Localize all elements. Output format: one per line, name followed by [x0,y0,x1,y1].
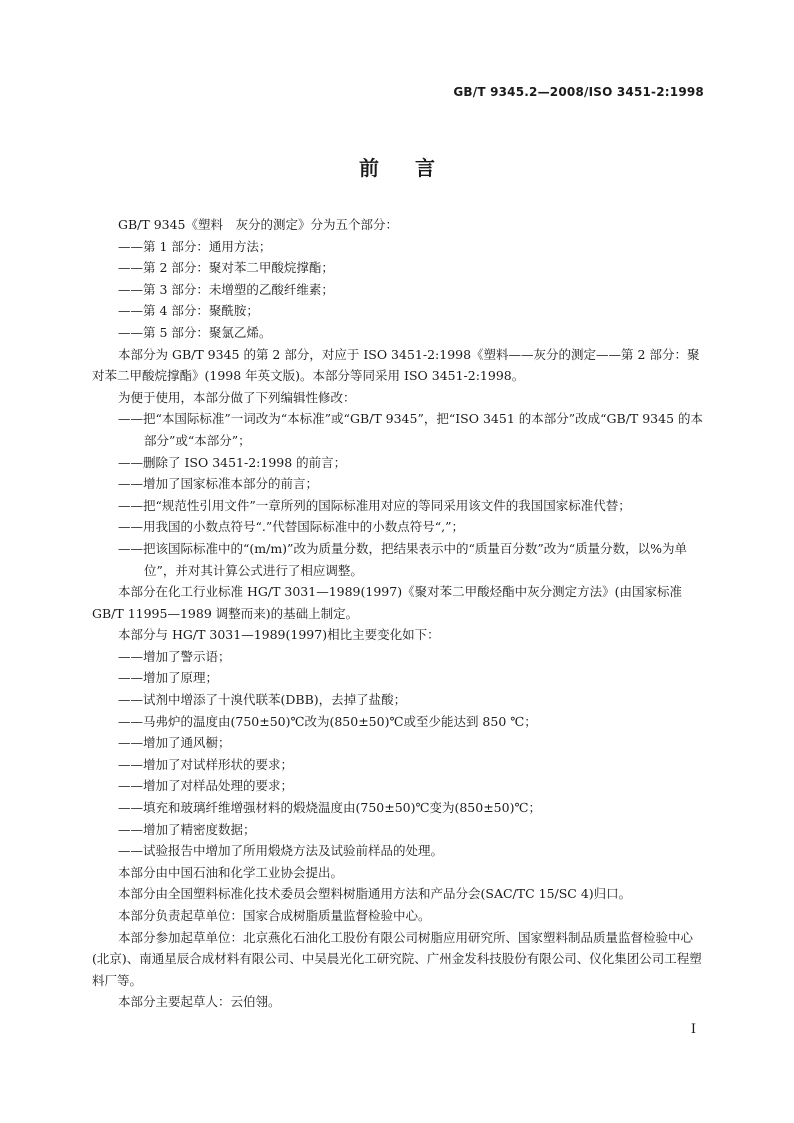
paragraph: 本部分由中国石油和化学工业协会提出。 [118,864,344,880]
list-item: ——删除了 ISO 3451-2:1998 的前言； [118,454,347,470]
list-item: ——第 5 部分：聚氯乙烯。 [118,324,272,340]
standard-code: GB/T 9345.2—2008/ISO 3451-2:1998 [453,85,704,99]
list-item: ——第 1 部分：通用方法； [118,238,272,254]
paragraph: GB/T 9345《塑料 灰分的测定》分为五个部分： [118,217,399,232]
list-item: ——把“本国际标准”一词改为“本标准”或“GB/T 9345”，把“ISO 3451 的本部分”改成“GB/T 9345 的本部分”或“本部分”； [118,411,704,448]
paragraph: 本部分由全国塑料标准化技术委员会塑料树脂通用方法和产品分会(SAC/TC 15/SC 4)归口。 [118,886,632,902]
list-item: ——试验报告中增加了所用煅烧方法及试验前样品的处理。 [118,843,444,859]
list-item: ——第 4 部分：聚酰胺； [118,303,259,319]
paragraph: 本部分参加起草单位：北京燕化石油化工股份有限公司树脂应用研究所、国家塑料制品质量监督检验中心(北京)、南通星辰合成材料有限公司、中吴晨光化工研究院、广州金发科技股份有限公司、仪化集团公司工程塑料厂等。 [92,929,702,988]
list-item: ——增加了警示语； [118,648,231,664]
paragraph: 本部分与 HG/T 3031—1989(1997)相比主要变化如下： [118,627,440,643]
paragraph: 本部分为 GB/T 9345 的第 2 部分，对应于 ISO 3451-2:1998《塑料——灰分的测定——第 2 部分：聚对苯二甲酸烷撑酯》(1998 年英文版)。本部分等同采用 ISO 3451-2:1998。 [92,346,700,384]
paragraph: 本部分负责起草单位：国家合成树脂质量监督检验中心。 [118,908,431,923]
page-title: 前言 [359,156,471,180]
list-item: ——试剂中增添了十溴代联苯(DBB)，去掉了盐酸； [118,692,407,708]
list-item: ——增加了对试样形状的要求； [118,756,294,772]
list-item: ——增加了通风橱； [118,735,231,751]
page-number: I [690,1022,696,1037]
list-item: ——增加了原理； [118,670,219,686]
list-item: ——增加了国家标准本部分的前言； [118,476,319,492]
paragraph: 为便于使用，本部分做了下列编辑性修改： [118,389,356,405]
list-item: ——把该国际标准中的“(m/m)”改为质量分数，把结果表示中的“质量百分数”改为“质量分数，以%为单位”，并对其计算公式进行了相应调整。 [118,540,688,578]
paragraph: 本部分主要起草人：云伯翎。 [118,994,281,1010]
list-item: ——增加了精密度数据； [118,821,256,837]
foreword-body [92,214,706,1013]
list-item: ——增加了对样品处理的要求； [118,778,294,794]
paragraph: 本部分在化工行业标准 HG/T 3031—1989(1997)《聚对苯二甲酸烃酯中灰分测定方法》(由国家标准 GB/T 11995—1989 调整而来)的基础上制定。 [92,584,682,621]
list-item: ——把“规范性引用文件”一章所列的国际标准用对应的等同采用该文件的我国国家标准代替； [118,497,631,513]
list-item: ——填充和玻璃纤维增强材料的煅烧温度由(750±50)℃变为(850±50)℃； [118,800,541,816]
list-item: ——用我国的小数点符号“.”代替国际标准中的小数点符号“,”； [118,519,465,535]
list-item: ——马弗炉的温度由(750±50)℃改为(850±50)℃或至少能达到 850 ℃； [118,713,537,729]
list-item: ——第 3 部分：未增塑的乙酸纤维素； [118,281,334,297]
list-item: ——第 2 部分：聚对苯二甲酸烷撑酯； [118,260,334,276]
